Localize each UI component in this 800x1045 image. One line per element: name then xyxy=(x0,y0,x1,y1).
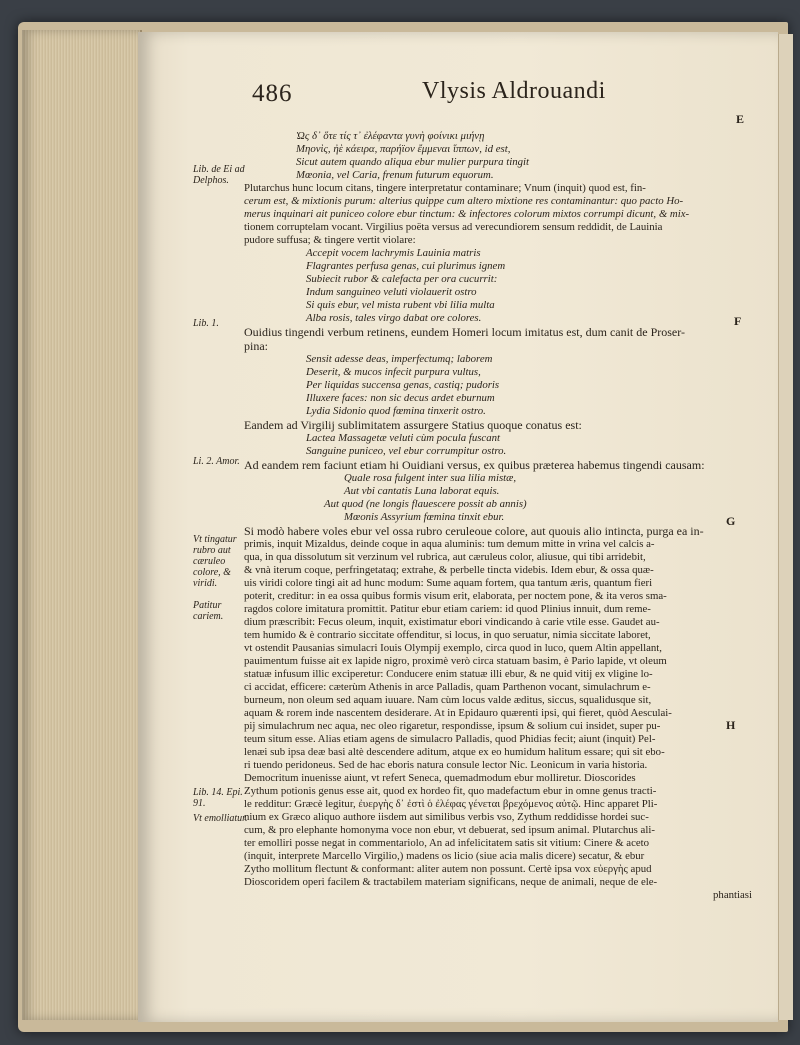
page-number: 486 xyxy=(252,80,293,107)
verse-line: Flagrantes perfusa genas, cui plurimus ignem xyxy=(306,260,506,272)
text-line: Ouidius tingendi verbum retinens, eundem Homeri locum imitatus est, dum canit de Proser- xyxy=(244,325,686,339)
text-line: aquam & rorem inde nascentem desiderare. At in Epidauro quærenti ipsi, qui fieret, quòd Aesculai- xyxy=(244,707,672,719)
margin-note: Vt tingatur rubro aut cæruleo colore, & viridi. xyxy=(193,534,237,589)
page-edges xyxy=(22,30,142,1020)
margin-note: Lib. 14. Epi. 91. xyxy=(193,787,243,809)
section-letter-f: F xyxy=(734,314,742,328)
text-line: lenæi sub ipsa deæ basi altè descendere aditum, atque ex eo humidum halitum essare; qui sit ebo- xyxy=(244,746,665,758)
margin-note: Li. 2. Amor. xyxy=(193,456,240,467)
book-page xyxy=(138,32,778,1022)
verse-line: Aut vbi cantatis Luna laborat equis. xyxy=(344,485,500,497)
verse-line: Quale rosa fulgent inter sua lilia mistæ, xyxy=(344,472,517,484)
next-page-edge xyxy=(778,34,793,1020)
text-line: Zytho mollitum flectunt & conformant: aliter autem non possunt. Certè ipsa vox εὐεργὴς apud xyxy=(244,863,652,875)
text-line: Zythum potionis genus esse ait, quod ex hordeo fit, quo madefactum ebur in omne genus tracti- xyxy=(244,785,657,797)
text-line: ragdos colore imitatura promittit. Patitur ebur etiam cariem: id quod Plinius innuit, dum reme- xyxy=(244,603,651,615)
text-line: Democritum inuenisse aiunt, vt refert Seneca, quemadmodum ebur molliretur. Dioscorides xyxy=(244,772,636,784)
page-body xyxy=(244,130,752,902)
text-line: phantiasi xyxy=(713,889,752,901)
verse-line: Sensit adesse deas, imperfectumq; laborem xyxy=(306,353,493,365)
verse-line: Sicut autem quando aliqua ebur mulier purpura tingit xyxy=(296,156,530,168)
verse-line: Sanguine puniceo, vel ebur corrumpitur ostro. xyxy=(306,445,507,457)
text-line: qua, in qua dissolutum sit verzinum vel rubrica, aut cæruleus color, aliusue, qui tibi arridebit, xyxy=(244,551,646,563)
section-letter-g: G xyxy=(726,514,736,528)
margin-note: Lib. 1. xyxy=(193,318,219,329)
text-line: Plutarchus hunc locum citans, tingere interpretatur contaminare; Vnum (inquit) quod est, fin- xyxy=(244,182,646,194)
verse-line: Illuxere faces: non sic decus ardet eburnum xyxy=(306,392,495,404)
text-line: Dioscoridem operi facilem & tractabilem materiam significans, neque de animali, neque de ele- xyxy=(244,876,658,888)
text-line: burneum, non oleum sed aquam iuuare. Nam cùm locus valde æditus, siccus, squalidusque sit, xyxy=(244,694,652,706)
text-line: vt ostendit Pausanias simulacri Iouis Olympij exemplo, circa quod in luco, quem Altin appellant, xyxy=(244,642,663,654)
text-line: tem humido & è contrario siccitate offenditur, si locus, in quo seruatur, nimia siccitate laboret, xyxy=(244,629,651,641)
text-line: statuæ infusum illic exciperetur: Conducere enim statuæ illi ebur, & ne quid vitij ex vligine lo- xyxy=(244,668,653,680)
text-line: pina: xyxy=(244,339,268,353)
margin-note: Patitur cariem. xyxy=(193,600,224,622)
text-line: merus inquinari ait puniceo colore ebur tinctum: & infectores colorum mixtos corrumpi dicunt, & mix- xyxy=(244,208,690,220)
verse-line: Μηονὶς, ἠὲ κάειρα, παρήϊον ἔμμεναι ἵππων, id est, xyxy=(296,143,511,155)
text-line: pauimentum fuisse ait ex lapide nigro, proximè verò circa statuam basim, è Pario lapide, vt oleum xyxy=(244,655,667,667)
verse-line: Ὡς δ᾽ ὅτε τίς τ᾽ ἐλέφαντα γυνὴ φοίνικι μιήνῃ xyxy=(296,130,485,142)
text-line: poterit, creditur: in ea ossa quibus formis visum erit, elaborata, per noctem pone, & ita veros sma- xyxy=(244,590,667,602)
text-line: & vnà iterum coque, perfringetataq; extrahe, & perbelle tincta videbis. Idem ebur, & ossa quæ- xyxy=(244,564,654,576)
text-line: dium præscribit: Fecus oleum, inquit, existimatur ebori vindicando à carie vtile esse. Gaudet au- xyxy=(244,616,660,628)
text-line: pij simulachrum nec aqua, nec oleo rigaretur, respondisse, ipsum & solium cui insidet, super pu- xyxy=(244,720,661,732)
running-title: Vlysis Aldrouandi xyxy=(422,78,606,104)
verse-line: Si quis ebur, vel mista rubent vbi lilia multa xyxy=(306,299,495,311)
section-letter-h: H xyxy=(726,718,736,732)
text-line: ter emolliri posse negat in commentariolo, An ad infelicitatem satis sit vitium: Cinere & aceto xyxy=(244,837,650,849)
verse-line: Accepit vocem lachrymis Lauinia matris xyxy=(306,247,481,259)
text-line: ri tuendo peridoneus. Sed de hac eboris natura consule lector Nic. Leonicum in varia historia. xyxy=(244,759,648,771)
verse-line: Subiecit rubor & calefacta per ora cucurrit: xyxy=(306,273,498,285)
text-line: pudore suffusa; & tingere vertit violare: xyxy=(244,234,416,246)
verse-line: Mœonis Assyrium fœmina tinxit ebur. xyxy=(344,511,505,523)
verse-line: Aut quod (ne longis flauescere possit ab annis) xyxy=(324,498,527,510)
margin-note: Lib. de Ei ad Delphos. xyxy=(193,164,245,186)
verse-line: Lactea Massagetæ veluti cùm pocula fuscant xyxy=(306,432,501,444)
verse-line: Alba rosis, tales virgo dabat ore colores. xyxy=(306,312,482,324)
text-line: Eandem ad Virgilij sublimitatem assurgere Statius quoque conatus est: xyxy=(244,418,582,432)
verse-line: Indum sanguineo veluti violauerit ostro xyxy=(306,286,477,298)
text-line: uis viridi colore tingi ait ad hunc modum: Sume aquam fortem, qua tantum æris, quantum fieri xyxy=(244,577,653,589)
text-line: Ad eandem rem faciunt etiam hi Ouidiani versus, ex quibus præterea habemus tingendi causam: xyxy=(244,458,705,472)
text-line: teum situm esse. Alias etiam agens de simulacro Palladis, quod Phidias fecit; aiunt (inquit) Pel- xyxy=(244,733,656,745)
verse-line: Deserit, & mucos infecit purpura vultus, xyxy=(306,366,481,378)
text-line: cum, & pro elephante homonyma voce non ebur, vt debuerat, sed ipsum animal. Plutarchus ali- xyxy=(244,824,655,836)
margin-note: Vt emolliatur. xyxy=(193,813,248,824)
text-line: nium ex Græco aliquo authore iisdem aut similibus verbis vso, Zythum reddidisse hordei suc- xyxy=(244,811,649,823)
text-line: le redditur: Græcè legitur, ἐυεργὴς δ᾽ ἐστὶ ὁ ἐλέφας γένεται βρεχόμενος αὐτῷ. Hinc apparet Pli- xyxy=(244,798,658,810)
verse-line: Mœonia, vel Caria, frenum futurum equorum. xyxy=(296,169,494,181)
verse-line: Lydia Sidonio quod fœmina tinxerit ostro. xyxy=(306,405,486,417)
section-letter-e: E xyxy=(736,112,745,126)
text-line: (inquit, interprete Marcello Virgilio,) madens os licio (siue acia malis dicere) secatur, & ebur xyxy=(244,850,645,862)
text-line: cerum est, & mixtionis purum: alterius quippe cum altero mixtione res contaminantur: quo pacto Ho- xyxy=(244,195,684,207)
verse-line: Per liquidas succensa genas, castiq; pudoris xyxy=(306,379,500,391)
text-line: tionem corruptelam vocant. Virgilius poëta versus ad verecundiorem sensum reddidit, de Lauinia xyxy=(244,221,663,233)
text-line: Si modò habere voles ebur vel ossa rubro ceruleoue colore, aut quouis alio intincta, purga ea in- xyxy=(244,524,704,538)
text-line: ci accidat, efficere: cæterùm Athenis in arce Palladis, quam Parthenon vocant, simulachrum e- xyxy=(244,681,651,693)
text-line: primis, inquit Mizaldus, deinde coque in aqua aluminis: tum demum mitte in vrina vel calcis a- xyxy=(244,538,655,550)
